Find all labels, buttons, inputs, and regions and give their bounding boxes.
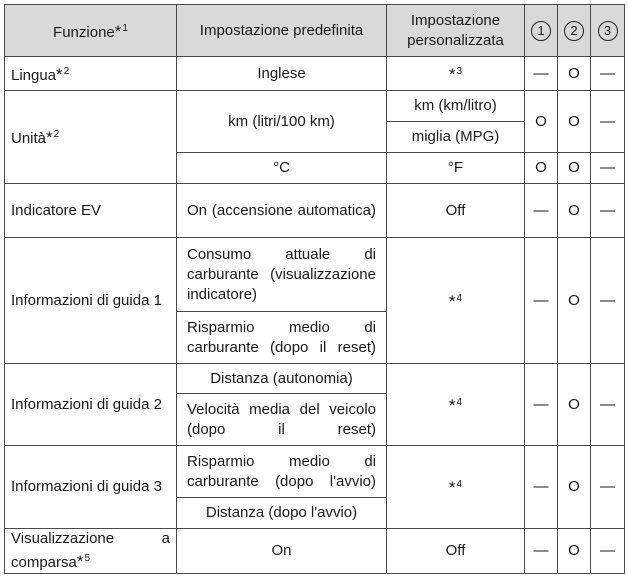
guida2-c3: — xyxy=(591,364,625,446)
row-unita-a1 xyxy=(5,91,625,122)
unita-a-c1: O xyxy=(525,91,558,153)
ev-c3: — xyxy=(591,184,625,238)
lingua-c3: — xyxy=(591,57,625,91)
guida3-name: Informazioni di guida 3 xyxy=(5,446,177,529)
guida1-default-a-text: Consumo attuale di carburante (visualizzazione indicatore) xyxy=(187,245,376,303)
ev-custom: Off xyxy=(387,184,525,238)
guida3-custom: *$^4$ xyxy=(387,446,525,529)
header-col1 xyxy=(525,5,558,57)
guida2-default-b xyxy=(177,394,387,446)
unita-custom-a2: miglia (MPG) xyxy=(387,122,525,153)
ev-default xyxy=(177,184,387,238)
header-custom: Impostazione personalizzata xyxy=(387,5,525,57)
row-guida3-a xyxy=(5,446,625,498)
guida2-name: Informazioni di guida 2 xyxy=(5,364,177,446)
popup-name-line2: comparsa xyxy=(11,554,77,571)
lingua-c2: O xyxy=(558,57,591,91)
guida3-c1: — xyxy=(525,446,558,529)
circled-1-icon: 1 xyxy=(531,21,551,41)
header-default: Impostazione predefinita xyxy=(177,5,387,57)
guida2-default-a: Distanza (autonomia) xyxy=(177,364,387,394)
guida1-c1: — xyxy=(525,238,558,364)
guida2-custom: *$^4$ xyxy=(387,364,525,446)
unita-custom-b: °F xyxy=(387,153,525,184)
circled-3-icon: 3 xyxy=(598,21,618,41)
popup-c2: O xyxy=(558,529,591,574)
header-col2 xyxy=(558,5,591,57)
unita-default-b: °C xyxy=(177,153,387,184)
guida1-custom: *$^4$ xyxy=(387,238,525,364)
guida2-default-b-text: Velocità media del veicolo (dopo il reset) xyxy=(187,400,376,438)
guida3-default-b: Distanza (dopo l'avvio) xyxy=(177,498,387,529)
settings-table xyxy=(4,4,625,574)
guida2-c2: O xyxy=(558,364,591,446)
lingua-name: Lingua*$^2$ xyxy=(5,57,177,91)
guida3-c3: — xyxy=(591,446,625,529)
unita-a-c3: — xyxy=(591,91,625,153)
guida3-default-a-text: Risparmio medio di carburante (dopo l'avvio) xyxy=(187,452,376,490)
popup-custom: Off xyxy=(387,529,525,574)
popup-name-line1: Visualizzazione xyxy=(11,530,115,547)
ev-c1: — xyxy=(525,184,558,238)
unita-b-c2: O xyxy=(558,153,591,184)
row-ev xyxy=(5,184,625,238)
header-col3 xyxy=(591,5,625,57)
guida1-c3: — xyxy=(591,238,625,364)
lingua-default: Inglese xyxy=(177,57,387,91)
guida2-c1: — xyxy=(525,364,558,446)
unita-b-c1: O xyxy=(525,153,558,184)
unita-a-c2: O xyxy=(558,91,591,153)
row-guida2-a xyxy=(5,364,625,394)
ev-default-text: On (accensione automatica) xyxy=(187,201,376,219)
popup-c1: — xyxy=(525,529,558,574)
guida3-c2: O xyxy=(558,446,591,529)
unita-default-a: km (litri/100 km) xyxy=(177,91,387,153)
unita-b-c3: — xyxy=(591,153,625,184)
popup-name-line1-end: a xyxy=(161,530,170,547)
guida1-name: Informazioni di guida 1 xyxy=(5,238,177,364)
popup-default: On xyxy=(177,529,387,574)
ev-c2: O xyxy=(558,184,591,238)
row-lingua xyxy=(5,57,625,91)
lingua-c1: — xyxy=(525,57,558,91)
header-function: Funzione*$^1$ xyxy=(5,5,177,57)
lingua-custom: *$^3$ xyxy=(387,57,525,91)
row-popup xyxy=(5,529,625,574)
circled-2-icon: 2 xyxy=(564,21,584,41)
guida1-default-a xyxy=(177,238,387,312)
popup-c3: — xyxy=(591,529,625,574)
guida1-default-b xyxy=(177,312,387,364)
popup-name: Visualizzazione a comparsa*$^5$ xyxy=(5,529,177,574)
unita-name: Unità*$^2$ xyxy=(5,91,177,184)
guida1-c2: O xyxy=(558,238,591,364)
guida1-default-b-text: Risparmio medio di carburante (dopo il reset) xyxy=(187,318,376,356)
ev-name: Indicatore EV xyxy=(5,184,177,238)
row-guida1-a xyxy=(5,238,625,312)
unita-custom-a1: km (km/litro) xyxy=(387,91,525,122)
guida3-default-a xyxy=(177,446,387,498)
header-row xyxy=(5,5,625,57)
